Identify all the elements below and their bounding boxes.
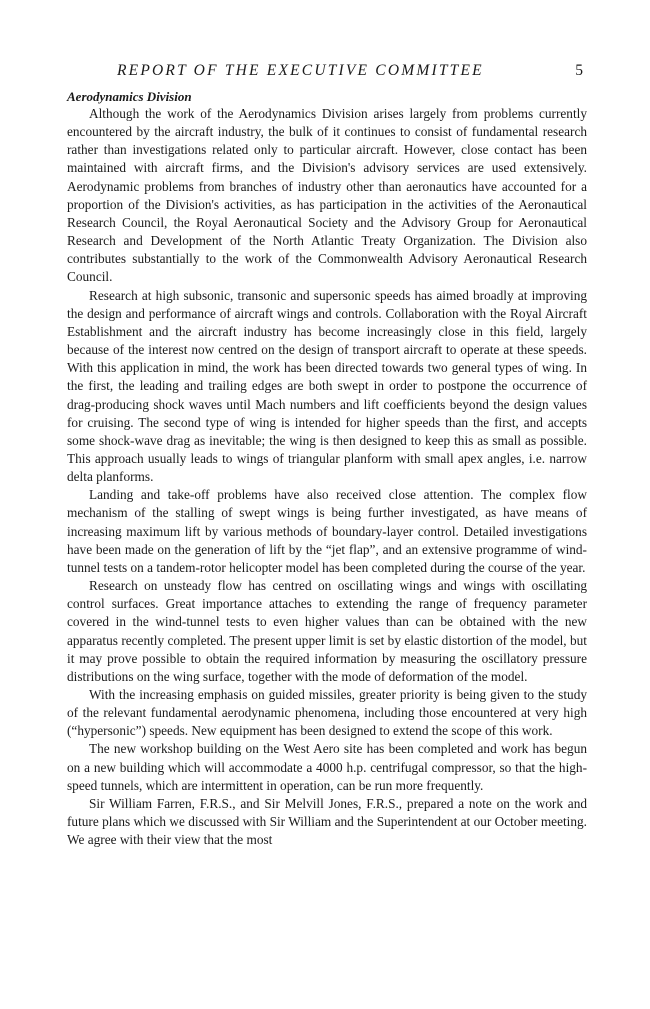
paragraph-high-speed-research: Research at high subsonic, transonic and supersonic speeds has aimed broadly at improving the design and performance of aircraft wings and controls. Collaboration with the Royal Aircraft Establishment and the aircraft industry has become increasingly close in this field, largely because of the interest now centred on the design of transport aircraft to operate at these speeds. With this application in mind, the work has been directed towards two general types of wing. In the first, the leading and trailing edges are both swept in order to postpone the occurrence of drag-producing shock waves until Mach numbers and lift coefficients beyond the design values for cruising. The second type of wing is intended for higher speeds than the first, and accepts some shock-wave drag as inevitable; the wing is then designed to keep this as small as possible. This approach usually leads to wings of triangular planform with small apex angles, i.e. narrow delta planforms. — [67, 287, 587, 485]
section-heading: Aerodynamics Division — [67, 89, 192, 104]
document-page — [67, 62, 587, 849]
running-header — [67, 62, 587, 88]
aerodynamics-division-section — [67, 88, 587, 849]
paragraph-unsteady-flow: Research on unsteady flow has centred on oscillating wings and wings with oscillating control surfaces. Great importance attaches to extending the range of frequency parameter covered in the wind-tunnel tests to even higher values than can be obtained with the new apparatus recently completed. The present upper limit is set by elastic distortion of the model, but it may prove possible to obtain the required information by measuring the oscillatory pressure distributions on the wing surface, together with the mode of deformation of the model. — [67, 578, 587, 684]
page-number: 5 — [575, 62, 583, 79]
paragraph-workshop-building: The new workshop building on the West Aero site has been completed and work has begun on a new building which will accommodate a 4000 h.p. centrifugal compressor, so that the high-speed tunnels, which are intermittent in operation, can be run more frequently. — [67, 741, 587, 793]
running-header-title: REPORT OF THE EXECUTIVE COMMITTEE — [117, 62, 484, 79]
paragraph-overview: Although the work of the Aerodynamics Division arises largely from problems currently encountered by the aircraft industry, the bulk of it continues to consist of fundamental research rather than investigations related only to particular aircraft. However, close contact has been maintained with aircraft firms, and the Division's advisory services are used extensively. Aerodynamic problems from branches of industry other than aeronautics have accounted for a proportion of the Division's activities, as has participation in the activities of the Aeronautical Research Council, the Royal Aeronautical Society and the Advisory Group for Aeronautical Research and Development of the North Atlantic Treaty Organization. The Division also contributes substantially to the work of the Commonwealth Advisory Aeronautical Research Council. — [67, 106, 587, 285]
paragraph-farren-jones-note: Sir William Farren, F.R.S., and Sir Melvill Jones, F.R.S., prepared a note on the work and future plans which we discussed with Sir William and the Superintendent at our October meeting. We agree with their view that the most — [67, 795, 587, 848]
paragraph-guided-missiles: With the increasing emphasis on guided missiles, greater priority is being given to the study of the relevant fundamental aerodynamic phenomena, including those encountered at very high (“hypersonic”) speeds. New equipment has been designed to extend the scope of this work. — [67, 687, 587, 739]
paragraph-landing-takeoff: Landing and take-off problems have also received close attention. The complex flow mechanism of the stalling of swept wings is being further investigated, as have means of increasing maximum lift by various methods of boundary-layer control. Detailed investigations have been made on the generation of lift by the “jet flap”, and an extensive programme of wind-tunnel tests on a tandem-rotor helicopter model has been completed during the course of the year. — [67, 487, 587, 575]
